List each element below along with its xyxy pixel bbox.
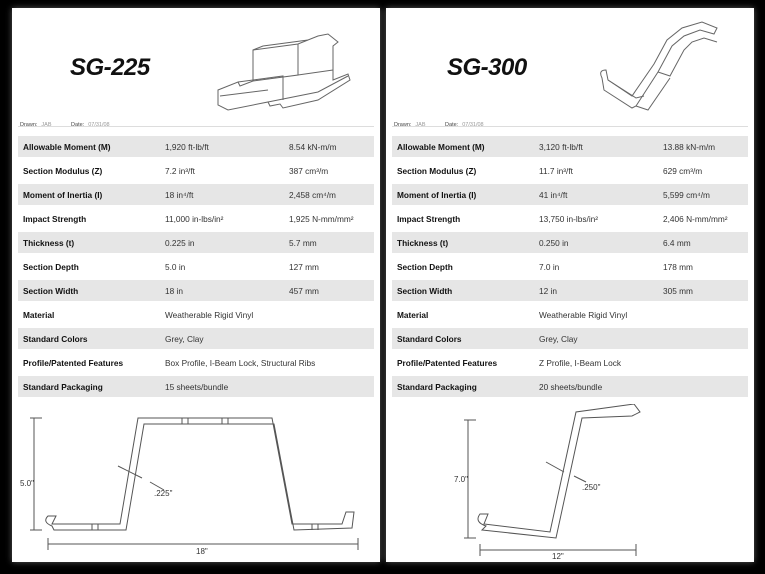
thickness-dim-label: .225" (154, 489, 173, 498)
spec-metric: 178 mm (663, 261, 693, 272)
spec-table (18, 136, 374, 400)
spec-imperial: 12 in (539, 285, 557, 296)
spec-row (392, 256, 748, 277)
spec-label: Section Modulus (Z) (23, 165, 103, 176)
spec-metric: 387 cm³/m (289, 165, 329, 176)
spec-row (392, 304, 748, 325)
isometric-profile-image (592, 20, 732, 120)
spec-row (18, 328, 374, 349)
model-title: SG-300 (447, 54, 527, 81)
drawn-value: JAB (41, 122, 52, 128)
isometric-profile-image (208, 20, 358, 120)
spec-metric: 2,406 N-mm/mm² (663, 213, 728, 224)
spec-sheet-sg225 (12, 8, 380, 562)
width-dim-label: 12" (552, 552, 564, 560)
spec-row (18, 160, 374, 181)
spec-label: Section Width (23, 285, 79, 296)
spec-imperial: 7.2 in³/ft (165, 165, 195, 176)
spec-label: Standard Packaging (397, 381, 477, 392)
spec-imperial: 13,750 in-lbs/in² (539, 213, 599, 224)
drawn-label: Drawn: (20, 122, 38, 128)
spec-row (18, 280, 374, 301)
spec-row (18, 256, 374, 277)
width-dim-label: 18" (196, 547, 208, 556)
spec-label: Standard Colors (397, 333, 462, 344)
spec-row (392, 280, 748, 301)
spec-label: Profile/Patented Features (397, 357, 498, 368)
spec-imperial: 7.0 in (539, 261, 560, 272)
spec-label: Material (397, 309, 429, 320)
spec-metric: 1,925 N-mm/mm² (289, 213, 354, 224)
spec-imperial: 18 in⁴/ft (165, 189, 194, 200)
spec-row (18, 232, 374, 253)
spec-row (392, 208, 748, 229)
spec-row (18, 136, 374, 157)
spec-metric: 5,599 cm⁴/m (663, 189, 710, 200)
spec-metric: 629 cm³/m (663, 165, 703, 176)
spec-imperial: 1,920 ft-lb/ft (165, 141, 209, 152)
spec-imperial: 11,000 in-lbs/in² (165, 213, 224, 224)
spec-row (18, 184, 374, 205)
model-title: SG-225 (70, 54, 150, 81)
spec-row (392, 184, 748, 205)
spec-imperial: Weatherable Rigid Vinyl (165, 309, 254, 320)
spec-imperial: Weatherable Rigid Vinyl (539, 309, 628, 320)
spec-imperial: 15 sheets/bundle (165, 381, 229, 392)
sheet-header (18, 14, 374, 127)
spec-label: Allowable Moment (M) (23, 141, 111, 152)
spec-metric: 13.88 kN-m/m (663, 141, 716, 152)
thickness-dim-label: .250" (582, 483, 601, 492)
spec-imperial: 3,120 ft-lb/ft (539, 141, 583, 152)
spec-metric: 127 mm (289, 261, 319, 272)
date-value: 07/31/08 (88, 122, 110, 128)
spec-imperial: 0.250 in (539, 237, 569, 248)
profile-drawing (12, 404, 380, 560)
spec-table (392, 136, 748, 400)
spec-row (392, 232, 748, 253)
spec-label: Moment of Inertia (I) (397, 189, 477, 200)
spec-label: Section Depth (23, 261, 79, 272)
height-dim-label: 7.0" (454, 475, 468, 484)
spec-row (392, 352, 748, 373)
spec-label: Thickness (t) (397, 237, 449, 248)
spec-label: Impact Strength (23, 213, 87, 224)
spec-imperial: Grey, Clay (165, 333, 204, 344)
spec-sheet-sg300 (386, 8, 754, 562)
spec-metric: 457 mm (289, 285, 319, 296)
drawn-value: JAB (415, 122, 426, 128)
spec-imperial: 41 in⁴/ft (539, 189, 568, 200)
spec-metric: 305 mm (663, 285, 693, 296)
date-label: Date: (71, 122, 85, 128)
sheet-header (392, 14, 748, 127)
spec-label: Impact Strength (397, 213, 461, 224)
spec-label: Section Depth (397, 261, 453, 272)
spec-imperial: 0.225 in (165, 237, 195, 248)
date-label: Date: (445, 122, 459, 128)
spec-label: Moment of Inertia (I) (23, 189, 103, 200)
drawn-info (394, 122, 502, 128)
spec-label: Section Modulus (Z) (397, 165, 477, 176)
spec-label: Section Width (397, 285, 453, 296)
spec-imperial: 18 in (165, 285, 183, 296)
spec-label: Standard Colors (23, 333, 88, 344)
spec-row (392, 136, 748, 157)
spec-imperial: 20 sheets/bundle (539, 381, 603, 392)
spec-imperial: Box Profile, I-Beam Lock, Structural Ribs (165, 357, 316, 368)
date-value: 07/31/08 (462, 122, 484, 128)
spec-row (392, 328, 748, 349)
spec-imperial: 11.7 in³/ft (539, 165, 573, 176)
height-dim-label: 5.0" (20, 479, 34, 488)
spec-label: Material (23, 309, 55, 320)
drawn-info (20, 122, 128, 128)
spec-row (18, 208, 374, 229)
spec-row (392, 376, 748, 397)
spec-label: Allowable Moment (M) (397, 141, 485, 152)
spec-row (18, 304, 374, 325)
spec-metric: 6.4 mm (663, 237, 691, 248)
spec-imperial: Z Profile, I-Beam Lock (539, 357, 622, 368)
spec-metric: 5.7 mm (289, 237, 317, 248)
spec-metric: 8.54 kN-m/m (289, 141, 337, 152)
spec-label: Profile/Patented Features (23, 357, 124, 368)
spec-imperial: 5.0 in (165, 261, 186, 272)
spec-label: Thickness (t) (23, 237, 75, 248)
spec-imperial: Grey, Clay (539, 333, 578, 344)
spec-row (18, 352, 374, 373)
profile-drawing (386, 404, 754, 560)
spec-row (18, 376, 374, 397)
drawn-label: Drawn: (394, 122, 412, 128)
spec-metric: 2,458 cm⁴/m (289, 189, 336, 200)
spec-row (392, 160, 748, 181)
spec-label: Standard Packaging (23, 381, 103, 392)
